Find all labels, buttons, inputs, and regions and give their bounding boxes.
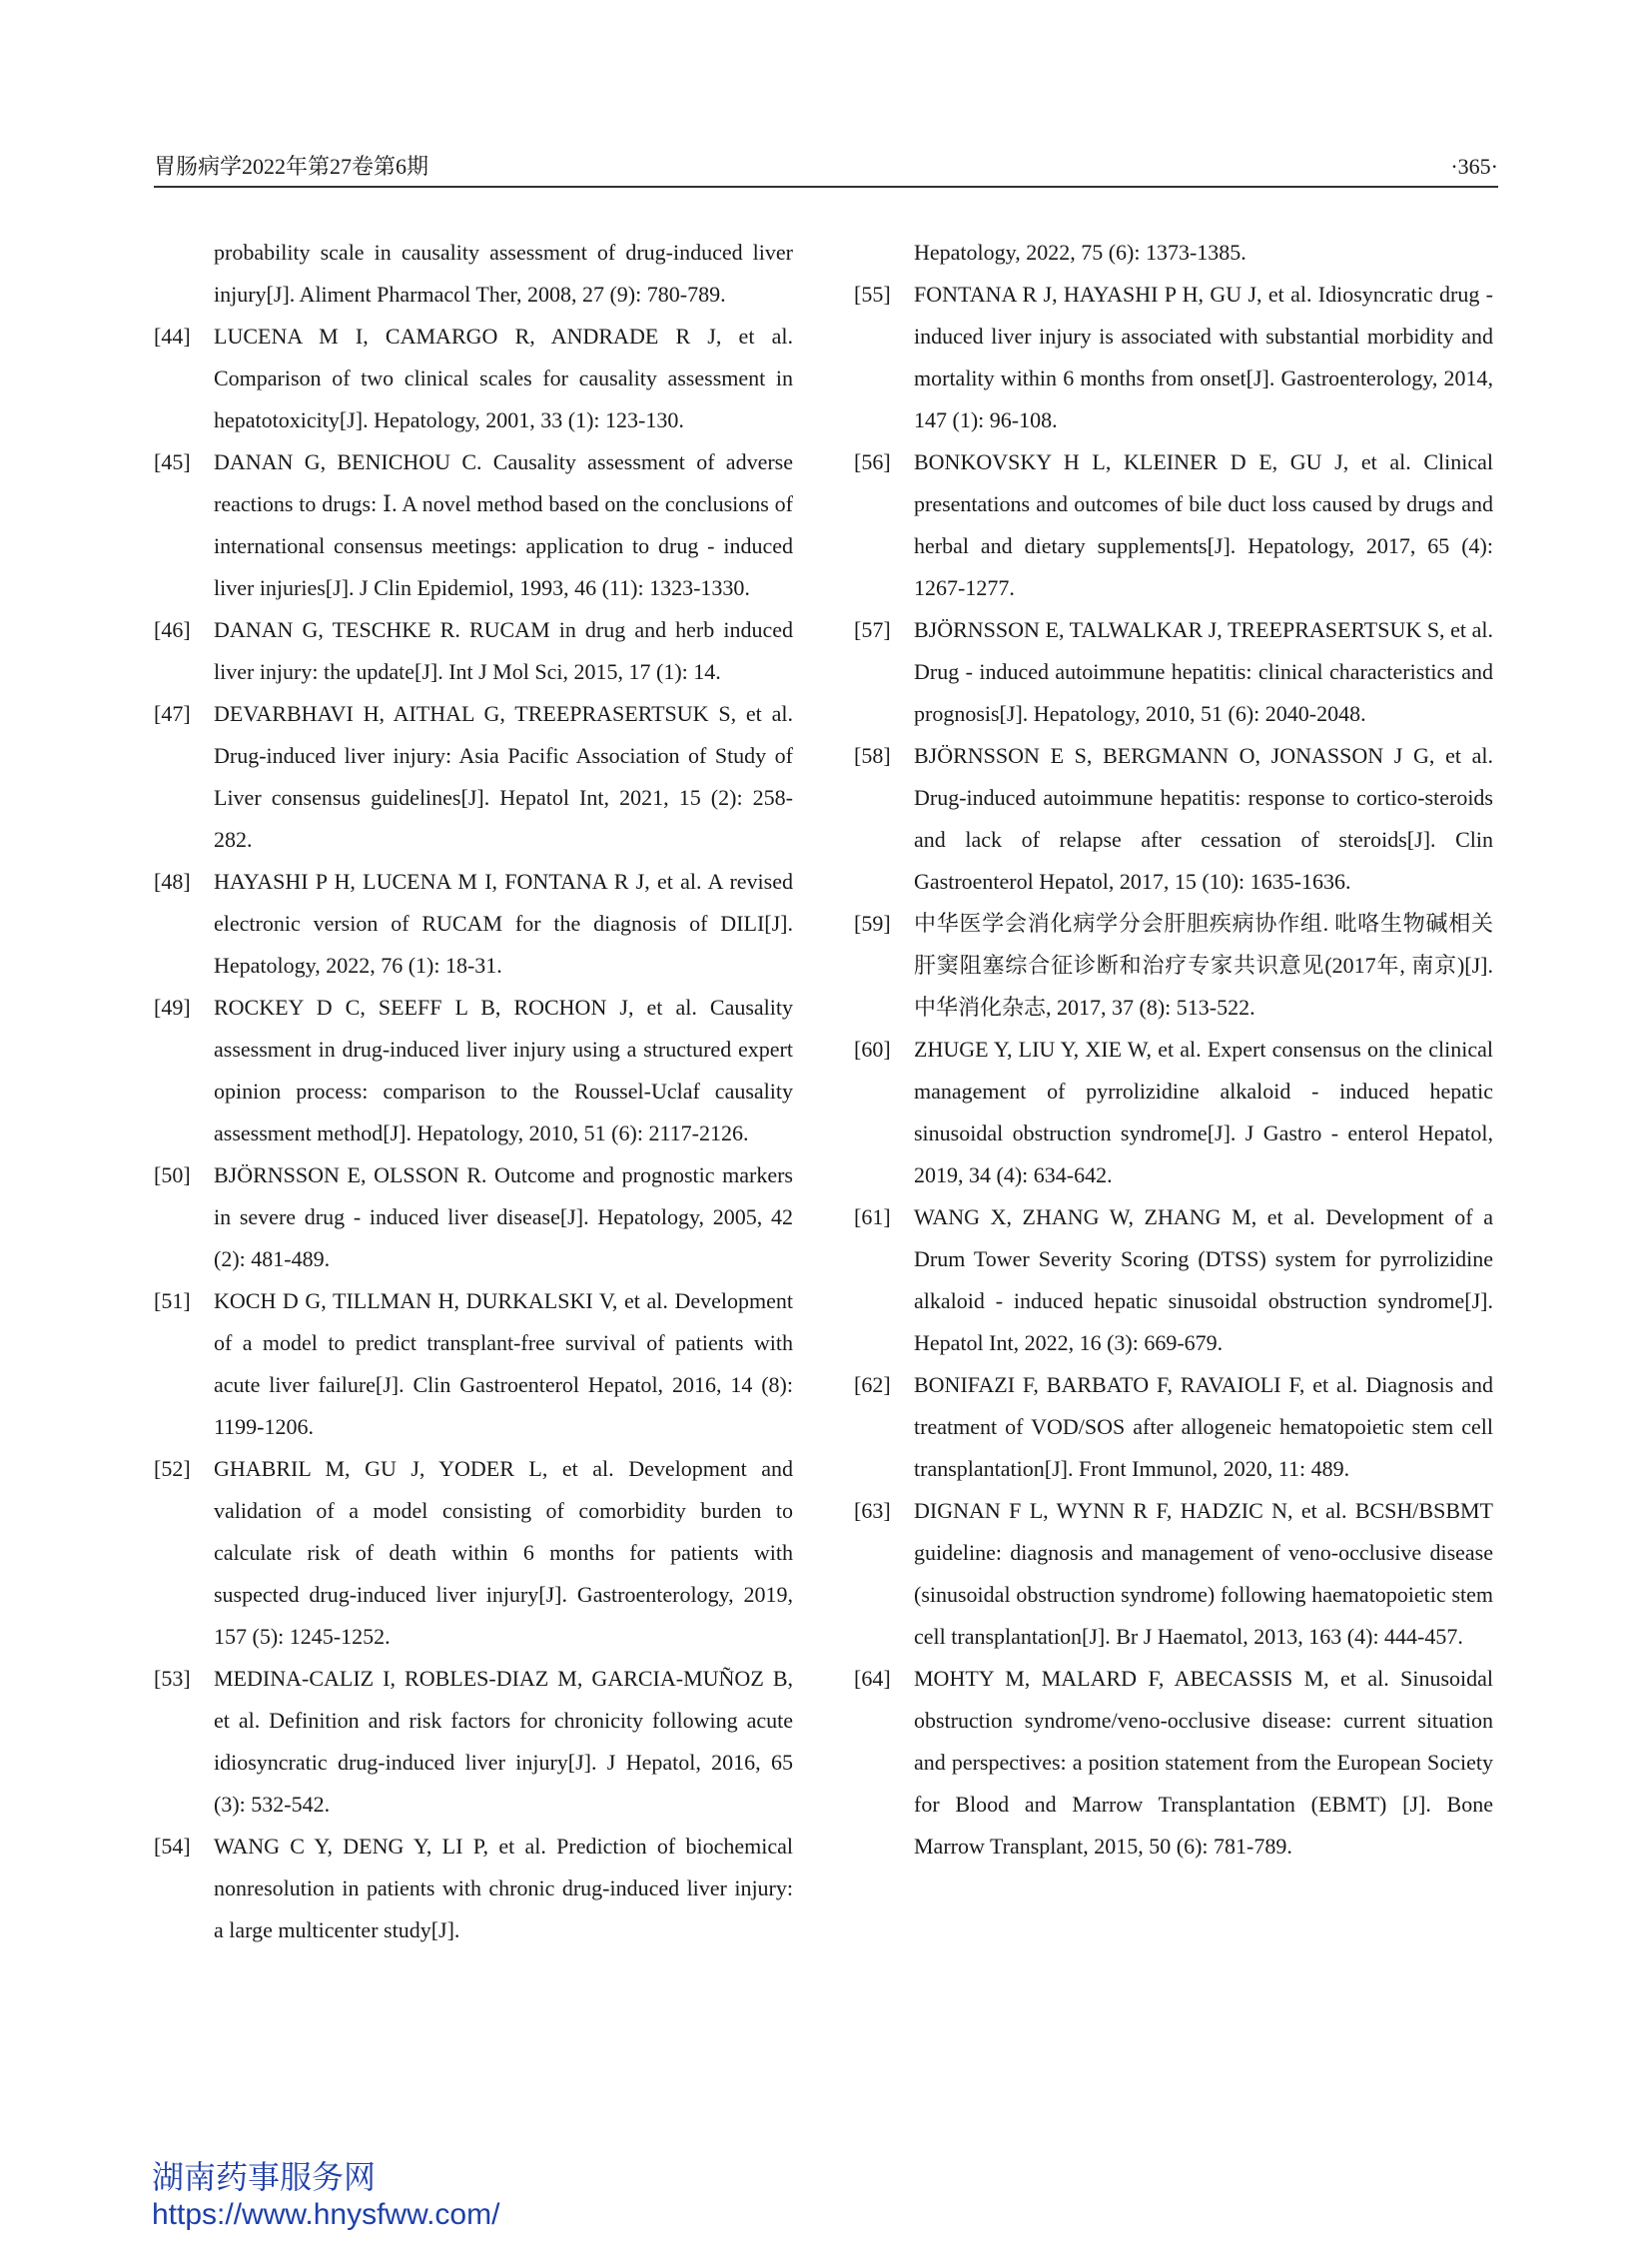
reference-item bbox=[854, 232, 1493, 274]
reference-item bbox=[154, 1448, 793, 1658]
reference-number: [46] bbox=[154, 617, 191, 642]
reference-item bbox=[154, 232, 793, 316]
reference-item bbox=[154, 1280, 793, 1448]
reference-item bbox=[854, 1658, 1493, 1868]
reference-number: [51] bbox=[154, 1288, 191, 1313]
reference-text: HAYASHI P H, LUCENA M I, FONTANA R J, et al. A revised electronic version of RUCAM for the diagnosis of DILI[J]. Hepatology, 2022, 76 (1): 18-31. bbox=[214, 869, 793, 978]
reference-item bbox=[854, 903, 1493, 1029]
reference-item bbox=[154, 1154, 793, 1280]
reference-item bbox=[854, 441, 1493, 609]
journal-info: 胃肠病学2022年第27卷第6期 bbox=[154, 154, 429, 179]
reference-number: [52] bbox=[154, 1456, 191, 1481]
site-watermark bbox=[152, 2157, 499, 2233]
reference-number: [50] bbox=[154, 1162, 191, 1187]
reference-item bbox=[154, 861, 793, 987]
reference-number: [63] bbox=[854, 1498, 891, 1523]
reference-number: [57] bbox=[854, 617, 891, 642]
reference-number: [60] bbox=[854, 1037, 891, 1062]
reference-text: DANAN G, TESCHKE R. RUCAM in drug and herb induced liver injury: the update[J]. Int J Mol Sci, 2015, 17 (1): 14. bbox=[214, 617, 793, 684]
reference-number: [56] bbox=[854, 449, 891, 474]
reference-text: 中华医学会消化病学分会肝胆疾病协作组. 吡咯生物碱相关肝窦阻塞综合征诊断和治疗专家共识意见(2017年, 南京)[J]. 中华消化杂志, 2017, 37 (8): 513-522. bbox=[914, 911, 1493, 1020]
reference-item bbox=[154, 441, 793, 609]
reference-text: FONTANA R J, HAYASHI P H, GU J, et al. Idiosyncratic drug - induced liver injury is associated with substantial morbidity and mortality within 6 months from onset[J]. Gastroenterology, 2014, 147 (1): 96-108. bbox=[914, 282, 1493, 432]
page-number: ·365· bbox=[1450, 154, 1498, 179]
reference-text: ROCKEY D C, SEEFF L B, ROCHON J, et al. Causality assessment in drug-induced liver injury using a structured expert opinion process: comparison to the Roussel-Uclaf causality assessment method[J]. Hepatology, 2010, 51 (6): 2117-2126. bbox=[214, 995, 793, 1145]
reference-number: [54] bbox=[154, 1834, 191, 1859]
reference-text: BONIFAZI F, BARBATO F, RAVAIOLI F, et al. Diagnosis and treatment of VOD/SOS after allogeneic hematopoietic stem cell transplantation[J]. Front Immunol, 2020, 11: 489. bbox=[914, 1372, 1493, 1481]
reference-column-right bbox=[854, 232, 1493, 1868]
reference-text: ZHUGE Y, LIU Y, XIE W, et al. Expert consensus on the clinical management of pyrrolizidine alkaloid - induced hepatic sinusoidal obstruction syndrome[J]. J Gastro - enterol Hepatol, 2019, 34 (4): 634-642. bbox=[914, 1037, 1493, 1187]
reference-number: [64] bbox=[854, 1666, 891, 1691]
reference-number: [49] bbox=[154, 995, 191, 1020]
reference-text: LUCENA M I, CAMARGO R, ANDRADE R J, et al. Comparison of two clinical scales for causality assessment in hepatotoxicity[J]. Hepatology, 2001, 33 (1): 123-130. bbox=[214, 324, 793, 432]
watermark-site-url[interactable]: https://www.hnysfww.com/ bbox=[152, 2198, 500, 2231]
running-header bbox=[154, 152, 1498, 188]
reference-number: [61] bbox=[854, 1204, 891, 1229]
reference-item bbox=[854, 735, 1493, 903]
reference-column-left bbox=[154, 232, 793, 1951]
reference-text: DEVARBHAVI H, AITHAL G, TREEPRASERTSUK S, et al. Drug-induced liver injury: Asia Pacific Association of Study of Liver consensus guidelines[J]. Hepatol Int, 2021, 15 (2): 258-282. bbox=[214, 701, 793, 852]
reference-text: MOHTY M, MALARD F, ABECASSIS M, et al. Sinusoidal obstruction syndrome/veno-occlusive disease: current situation and perspectives: a position statement from the European Society for Blood and Marrow Transplantation (EBMT) [J]. Bone Marrow Transplant, 2015, 50 (6): 781-789. bbox=[914, 1666, 1493, 1859]
reference-text: WANG X, ZHANG W, ZHANG M, et al. Development of a Drum Tower Severity Scoring (DTSS) system for pyrrolizidine alkaloid - induced hepatic sinusoidal obstruction syndrome[J]. Hepatol Int, 2022, 16 (3): 669-679. bbox=[914, 1204, 1493, 1355]
reference-number: [55] bbox=[854, 282, 891, 307]
reference-number: [62] bbox=[854, 1372, 891, 1397]
reference-text: DIGNAN F L, WYNN R F, HADZIC N, et al. BCSH/BSBMT guideline: diagnosis and management of veno-occlusive disease (sinusoidal obstruction syndrome) following haematopoietic stem cell transplantation[J]. Br J Haematol, 2013, 163 (4): 444-457. bbox=[914, 1498, 1493, 1649]
reference-number: [53] bbox=[154, 1666, 191, 1691]
reference-item bbox=[854, 609, 1493, 735]
reference-item bbox=[154, 987, 793, 1154]
reference-item bbox=[154, 316, 793, 441]
reference-text: Hepatology, 2022, 75 (6): 1373-1385. bbox=[914, 240, 1246, 265]
reference-text: BJÖRNSSON E S, BERGMANN O, JONASSON J G, et al. Drug-induced autoimmune hepatitis: response to cortico-steroids and lack of relapse after cessation of steroids[J]. Clin Gastroenterol Hepatol, 2017, 15 (10): 1635-1636. bbox=[914, 743, 1493, 894]
reference-text: BJÖRNSSON E, TALWALKAR J, TREEPRASERTSUK S, et al. Drug - induced autoimmune hepatitis: clinical characteristics and prognosis[J]. Hepatology, 2010, 51 (6): 2040-2048. bbox=[914, 617, 1493, 726]
reference-number: [59] bbox=[854, 911, 891, 936]
reference-item bbox=[854, 274, 1493, 441]
reference-item bbox=[154, 1826, 793, 1951]
reference-item bbox=[154, 609, 793, 693]
reference-item bbox=[854, 1364, 1493, 1490]
reference-text: BJÖRNSSON E, OLSSON R. Outcome and prognostic markers in severe drug - induced liver disease[J]. Hepatology, 2005, 42 (2): 481-489. bbox=[214, 1162, 793, 1271]
reference-number: [48] bbox=[154, 869, 191, 894]
reference-item bbox=[854, 1029, 1493, 1196]
reference-text: probability scale in causality assessment of drug-induced liver injury[J]. Aliment Pharmacol Ther, 2008, 27 (9): 780-789. bbox=[214, 240, 793, 307]
reference-text: KOCH D G, TILLMAN H, DURKALSKI V, et al. Development of a model to predict transplant-free survival of patients with acute liver failure[J]. Clin Gastroenterol Hepatol, 2016, 14 (8): 1199-1206. bbox=[214, 1288, 793, 1439]
reference-number: [45] bbox=[154, 449, 191, 474]
reference-number: [44] bbox=[154, 324, 191, 349]
reference-item bbox=[154, 1658, 793, 1826]
reference-text: BONKOVSKY H L, KLEINER D E, GU J, et al. Clinical presentations and outcomes of bile duct loss caused by drugs and herbal and dietary supplements[J]. Hepatology, 2017, 65 (4): 1267-1277. bbox=[914, 449, 1493, 600]
reference-text: MEDINA-CALIZ I, ROBLES-DIAZ M, GARCIA-MUÑOZ B, et al. Definition and risk factors for chronicity following acute idiosyncratic drug-induced liver injury[J]. J Hepatol, 2016, 65 (3): 532-542. bbox=[214, 1666, 793, 1817]
reference-text: WANG C Y, DENG Y, LI P, et al. Prediction of biochemical nonresolution in patients with chronic drug-induced liver injury: a large multicenter study[J]. bbox=[214, 1834, 793, 1942]
reference-text: GHABRIL M, GU J, YODER L, et al. Development and validation of a model consisting of comorbidity burden to calculate risk of death within 6 months for patients with suspected drug-induced liver injury[J]. Gastroenterology, 2019, 157 (5): 1245-1252. bbox=[214, 1456, 793, 1649]
reference-item bbox=[854, 1196, 1493, 1364]
reference-number: [47] bbox=[154, 701, 191, 726]
reference-item bbox=[154, 693, 793, 861]
watermark-site-name: 湖南药事服务网 bbox=[152, 2158, 377, 2196]
reference-item bbox=[854, 1490, 1493, 1658]
reference-number: [58] bbox=[854, 743, 891, 768]
reference-text: DANAN G, BENICHOU C. Causality assessment of adverse reactions to drugs: Ⅰ. A novel method based on the conclusions of international consensus meetings: application to drug - induced liver injuries[J]. J Clin Epidemiol, 1993, 46 (11): 1323-1330. bbox=[214, 449, 793, 600]
